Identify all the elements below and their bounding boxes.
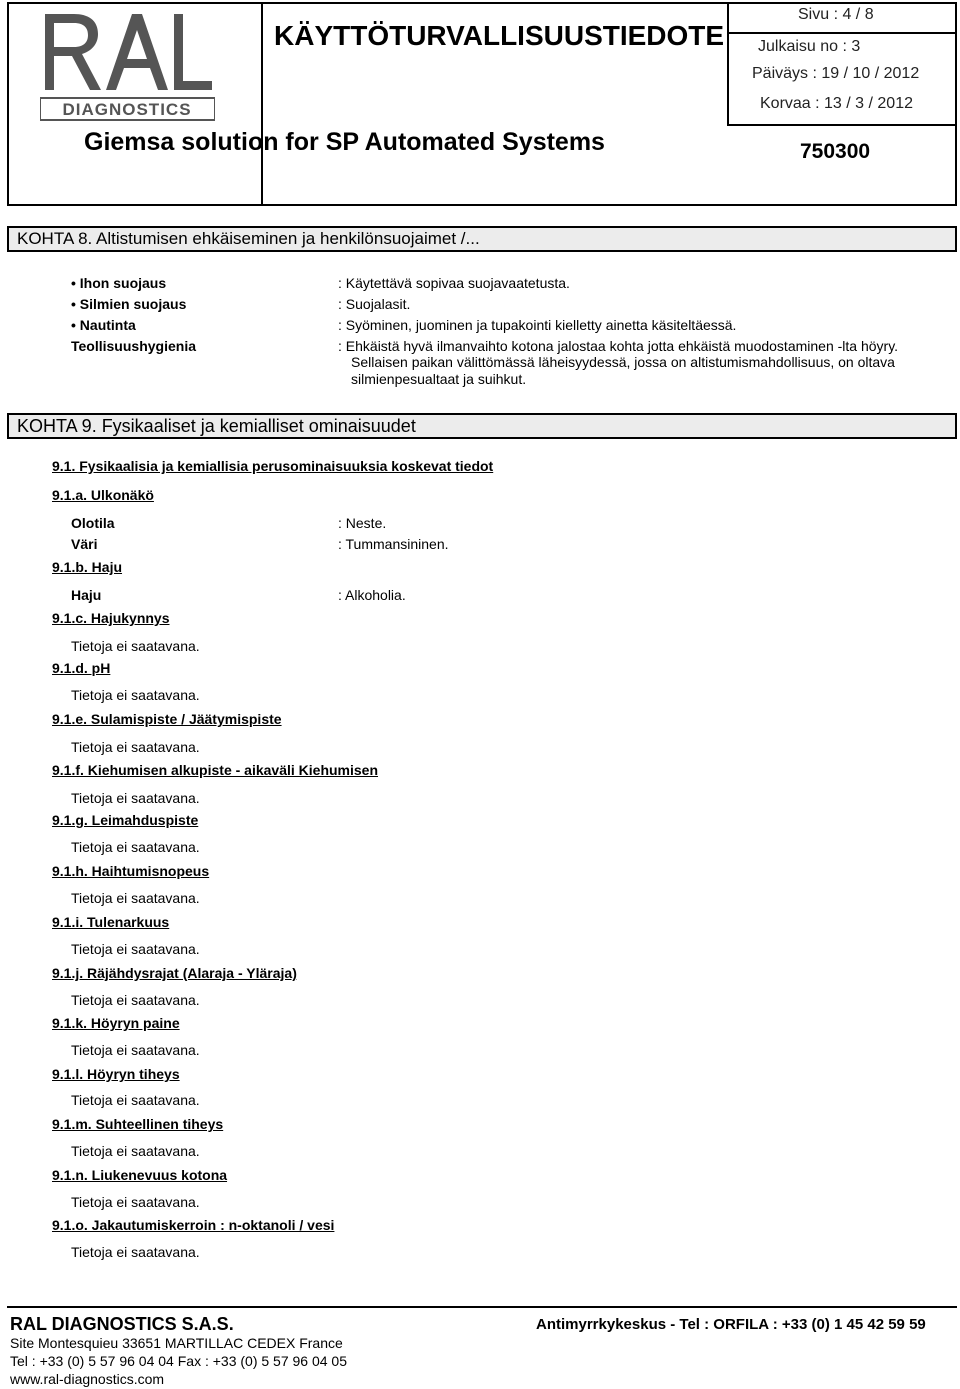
colour-value: : Tummansininen. [338, 536, 449, 552]
footer-phone-fax: Tel : +33 (0) 5 57 96 04 04 Fax : +33 (0) 5 57 96 04 05 [10, 1353, 348, 1369]
footer-divider [7, 1306, 957, 1308]
page-number: Sivu : 4 / 8 [798, 6, 874, 23]
property-heading: 9.1.n. Liukenevuus kotona [52, 1167, 228, 1183]
property-heading: 9.1.d. pH [52, 660, 111, 676]
footer-company: RAL DIAGNOSTICS S.A.S. [10, 1314, 234, 1334]
odour-label: Haju [71, 587, 102, 603]
property-value: Tietoja ei saatavana. [71, 992, 200, 1008]
product-name: Giemsa solution for SP Automated Systems [84, 128, 605, 156]
physical-state-label: Olotila [71, 515, 115, 531]
product-code: 750300 [800, 140, 871, 163]
odour-value: : Alkoholia. [338, 587, 406, 603]
issue-date: Päiväys : 19 / 10 / 2012 [752, 65, 920, 82]
property-value: Tietoja ei saatavana. [71, 1194, 200, 1210]
property-heading: 9.1.j. Räjähdysrajat (Alaraja - Yläraja) [52, 965, 297, 981]
subsection-9-1-heading: 9.1. Fysikaalisia ja kemiallisia perusominaisuuksia koskevat tiedot [52, 458, 494, 474]
property-value: Tietoja ei saatavana. [71, 638, 200, 654]
footer-address: Site Montesquieu 33651 MARTILLAC CEDEX France [10, 1335, 343, 1351]
appearance-heading: 9.1.a. Ulkonäkö [52, 487, 154, 503]
property-value: Tietoja ei saatavana. [71, 739, 200, 755]
ingestion-label: • Nautinta [71, 317, 136, 333]
industrial-hygiene-line-2: Sellaisen paikan välittömässä läheisyydessä, jossa on altistumismahdollisuus, on oltava [351, 354, 895, 370]
skin-protection-label: • Ihon suojaus [71, 275, 167, 291]
property-heading: 9.1.k. Höyryn paine [52, 1015, 180, 1031]
physical-state-value: : Neste. [338, 515, 387, 531]
ral-diagnostics-logo [40, 8, 215, 123]
property-value: Tietoja ei saatavana. [71, 890, 200, 906]
property-heading: 9.1.h. Haihtumisnopeus [52, 863, 210, 879]
property-heading: 9.1.g. Leimahduspiste [52, 812, 199, 828]
property-heading: 9.1.l. Höyryn tiheys [52, 1066, 180, 1082]
property-value: Tietoja ei saatavana. [71, 941, 200, 957]
svg-text:DIAGNOSTICS: DIAGNOSTICS [62, 100, 192, 119]
property-heading: 9.1.c. Hajukynnys [52, 610, 170, 626]
odour-heading: 9.1.b. Haju [52, 559, 123, 575]
property-heading: 9.1.f. Kiehumisen alkupiste - aikaväli Kiehumisen [52, 762, 379, 778]
replaces-date: Korvaa : 13 / 3 / 2012 [760, 95, 913, 112]
colour-label: Väri [71, 536, 98, 552]
eye-protection-value: : Suojalasit. [338, 296, 411, 312]
skin-protection-value: : Käytettävä sopivaa suojavaatetusta. [338, 275, 570, 291]
industrial-hygiene-label: Teollisuushygienia [71, 338, 196, 354]
ingestion-value: : Syöminen, juominen ja tupakointi kielletty ainetta käsiteltäessä. [338, 317, 737, 333]
property-value: Tietoja ei saatavana. [71, 1244, 200, 1260]
property-heading: 9.1.o. Jakautumiskerroin : n-oktanoli / vesi [52, 1217, 335, 1233]
property-heading: 9.1.m. Suhteellinen tiheys [52, 1116, 224, 1132]
property-value: Tietoja ei saatavana. [71, 1092, 200, 1108]
section-9-title: KOHTA 9. Fysikaaliset ja kemialliset ominaisuudet [7, 413, 957, 439]
property-value: Tietoja ei saatavana. [71, 839, 200, 855]
footer-emergency-phone: Antimyrrkykeskus - Tel : ORFILA : +33 (0) 1 45 42 59 59 [536, 1316, 926, 1333]
property-heading: 9.1.e. Sulamispiste / Jäätymispiste [52, 711, 282, 727]
industrial-hygiene-value: : Ehkäistä hyvä ilmanvaihto kotona jalostaa kohta jotta ehkäistä muodostaminen -lta höyry. [338, 338, 899, 354]
section-8-title: KOHTA 8. Altistumisen ehkäiseminen ja henkilönsuojaimet /... [7, 226, 957, 252]
property-value: Tietoja ei saatavana. [71, 1143, 200, 1159]
property-value: Tietoja ei saatavana. [71, 1042, 200, 1058]
footer-website[interactable]: www.ral-diagnostics.com [10, 1371, 165, 1387]
edition-number: Julkaisu no : 3 [758, 38, 861, 55]
property-value: Tietoja ei saatavana. [71, 790, 200, 806]
property-heading: 9.1.i. Tulenarkuus [52, 914, 170, 930]
document-title: KÄYTTÖTURVALLISUUSTIEDOTE [274, 20, 725, 51]
property-value: Tietoja ei saatavana. [71, 687, 200, 703]
industrial-hygiene-line-3: silmienpesualtaat ja suihkut. [351, 371, 527, 387]
eye-protection-label: • Silmien suojaus [71, 296, 187, 312]
